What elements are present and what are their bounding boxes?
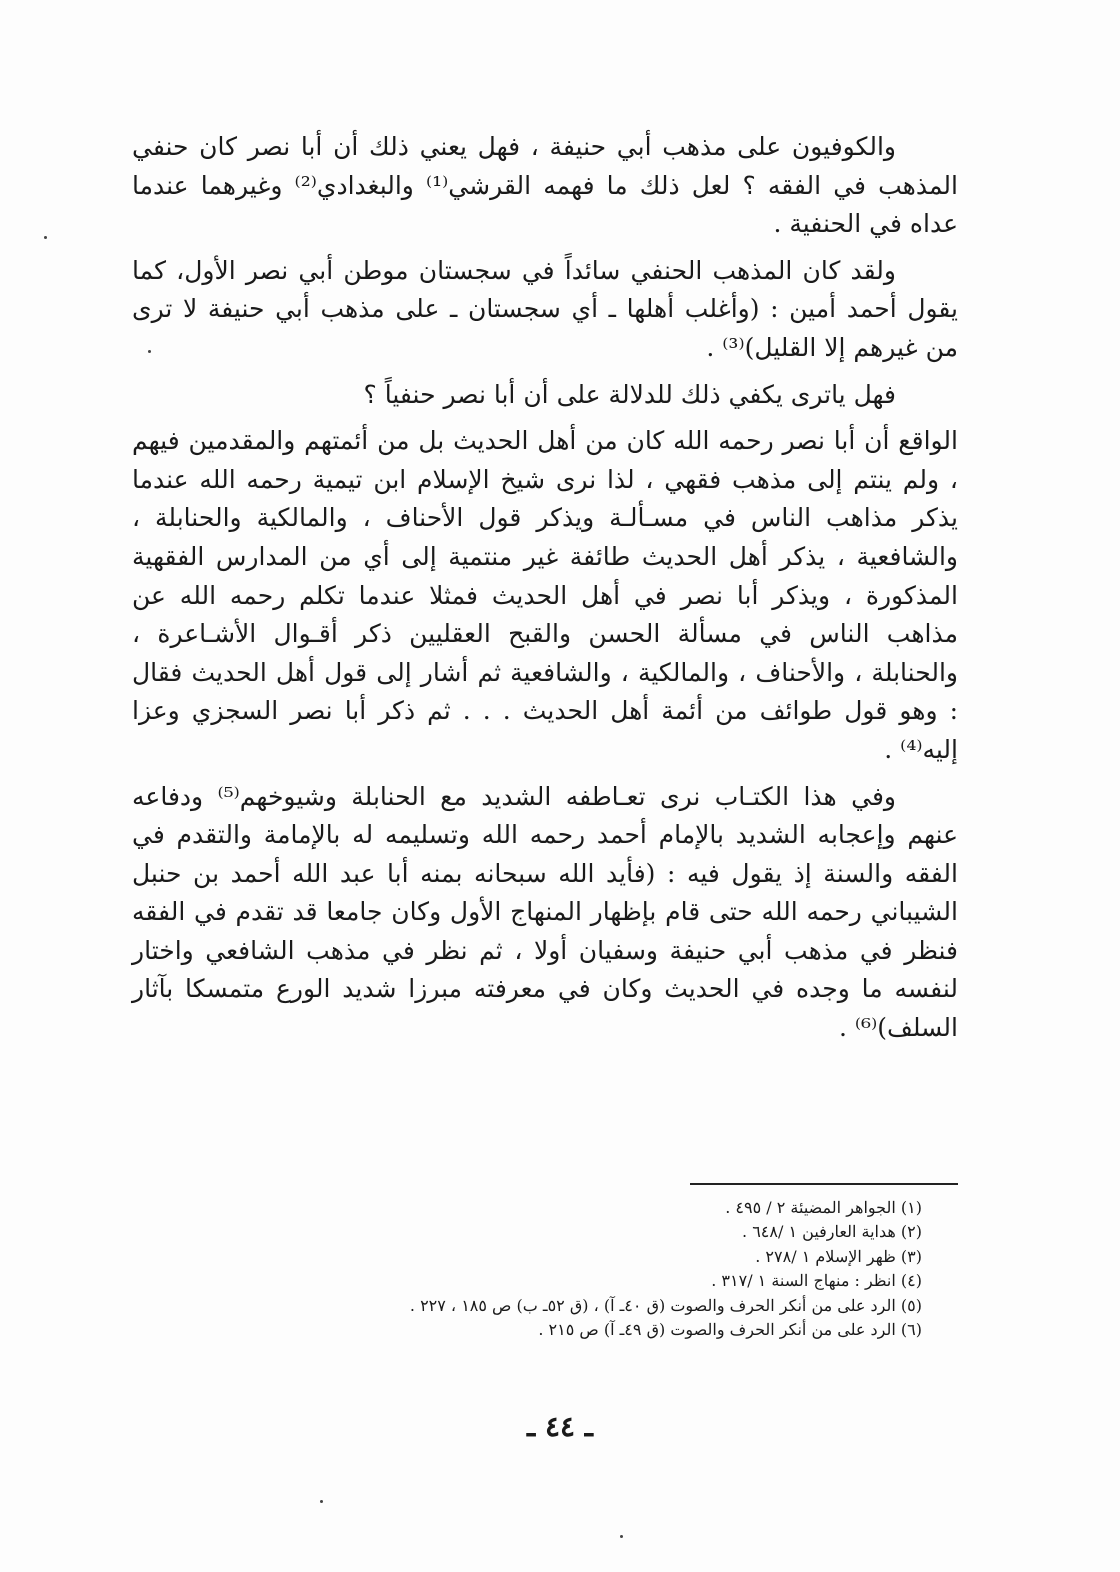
footnote-2: (٢) هداية العارفين ١ /٦٤٨ . — [742, 1222, 922, 1242]
footnote-6: (٦) الرد على من أنكر الحرف والصوت (ق ٤٩ـ آ) ص ٢١٥ . — [538, 1320, 922, 1340]
footnotes — [132, 1196, 922, 1342]
paragraph-2: ولقد كان المذهب الحنفي سائداً في سجستان موطن أبي نصر الأول، كما يقول أحمد أمين : (وأغلب أهلها ـ أي سجستان ـ على مذهب أبي حنيفة لا ترى من غيرهم إلا القليل)⁽³⁾ . — [132, 255, 958, 362]
footnote-4: (٤) انظر : منهاج السنة ١ /٣١٧ . — [711, 1271, 922, 1291]
footnote-5: (٥) الرد على من أنكر الحرف والصوت (ق ٤٠ـ آ) ، (ق ٥٢ـ ب) ص ١٨٥ ، ٢٢٧ . — [409, 1295, 922, 1315]
page-number: ـ ٤٤ ـ — [527, 1410, 593, 1443]
scan-speck — [44, 236, 47, 239]
scan-speck — [148, 350, 151, 353]
footnote-3: (٣) ظهر الإسلام ١ /٢٧٨ . — [755, 1246, 922, 1266]
paragraph-4: الواقع أن أبا نصر رحمه الله كان من أهل الحديث بل من أئمتهم والمقدمين فيهم ، ولم ينتم إلى مذهب فقهي ، لذا نرى شيخ الإسلام ابن تيمية رحمه الله عندما يذكر مذاهب الناس في مسـألـة ويذكر قول الأحناف ، والمالكية والحنابلة ، والشافعية ، يذكر أهل الحديث طائفة غير منتمية إلى أي من المدارس الفقهية المذكورة ، ويذكر أبا نصر في أهل الحديث فمثلا عندما تكلم رحمه الله عن مذاهب الناس في مسألة الحسن والقبح العقليين ذكر أقـوال الأشـاعرة ، والحنابلة ، والأحناف ، والمالكية ، والشافعية ثم أشار إلى قول أهل الحديث فقال : وهو قول طوائف من أئمة أهل الحديث . . . ثم ذكر أبا نصر السجزي وعزا إليه⁽⁴⁾ . — [132, 426, 958, 764]
paragraph-1: والكوفيون على مذهب أبي حنيفة ، فهل يعني ذلك أن أبا نصر كان حنفي المذهب في الفقه ؟ لعل ذلك ما فهمه القرشي⁽¹⁾ والبغدادي⁽²⁾ وغيرهما عندما عداه في الحنفية . — [132, 132, 958, 239]
scan-speck — [620, 1535, 623, 1538]
body-text — [132, 128, 958, 1056]
paragraph-3: فهل ياترى يكفي ذلك للدلالة على أن أبا نصر حنفياً ؟ — [363, 379, 896, 409]
footnote-divider — [690, 1183, 958, 1185]
footnote-1: (١) الجواهر المضيئة ٢ / ٤٩٥ . — [725, 1198, 922, 1217]
scan-speck — [320, 1500, 323, 1503]
paragraph-5: وفي هذا الكتـاب نرى تعـاطفه الشديد مع الحنابلة وشيوخهم⁽⁵⁾ ودفاعه عنهم وإعجابه الشديد بالإمام أحمد رحمه الله وتسليمه له بالإمامة والتقدم في الفقه والسنة إذ يقول فيه : (فأيد الله سبحانه بمنه أبا عبد الله أحمد بن حنبل الشيباني رحمه الله حتى قام بإظهار المنهاج الأول وكان جامعا قد تقدم في الفقه فنظر في مذهب أبي حنيفة وسفيان أولا ، ثم نظر في مذهب الشافعي واختار لنفسه ما وجده في الحديث وكان في معرفته مبرزا شديد الورع متمسكا بآثار السلف)⁽⁶⁾ . — [132, 781, 958, 1043]
